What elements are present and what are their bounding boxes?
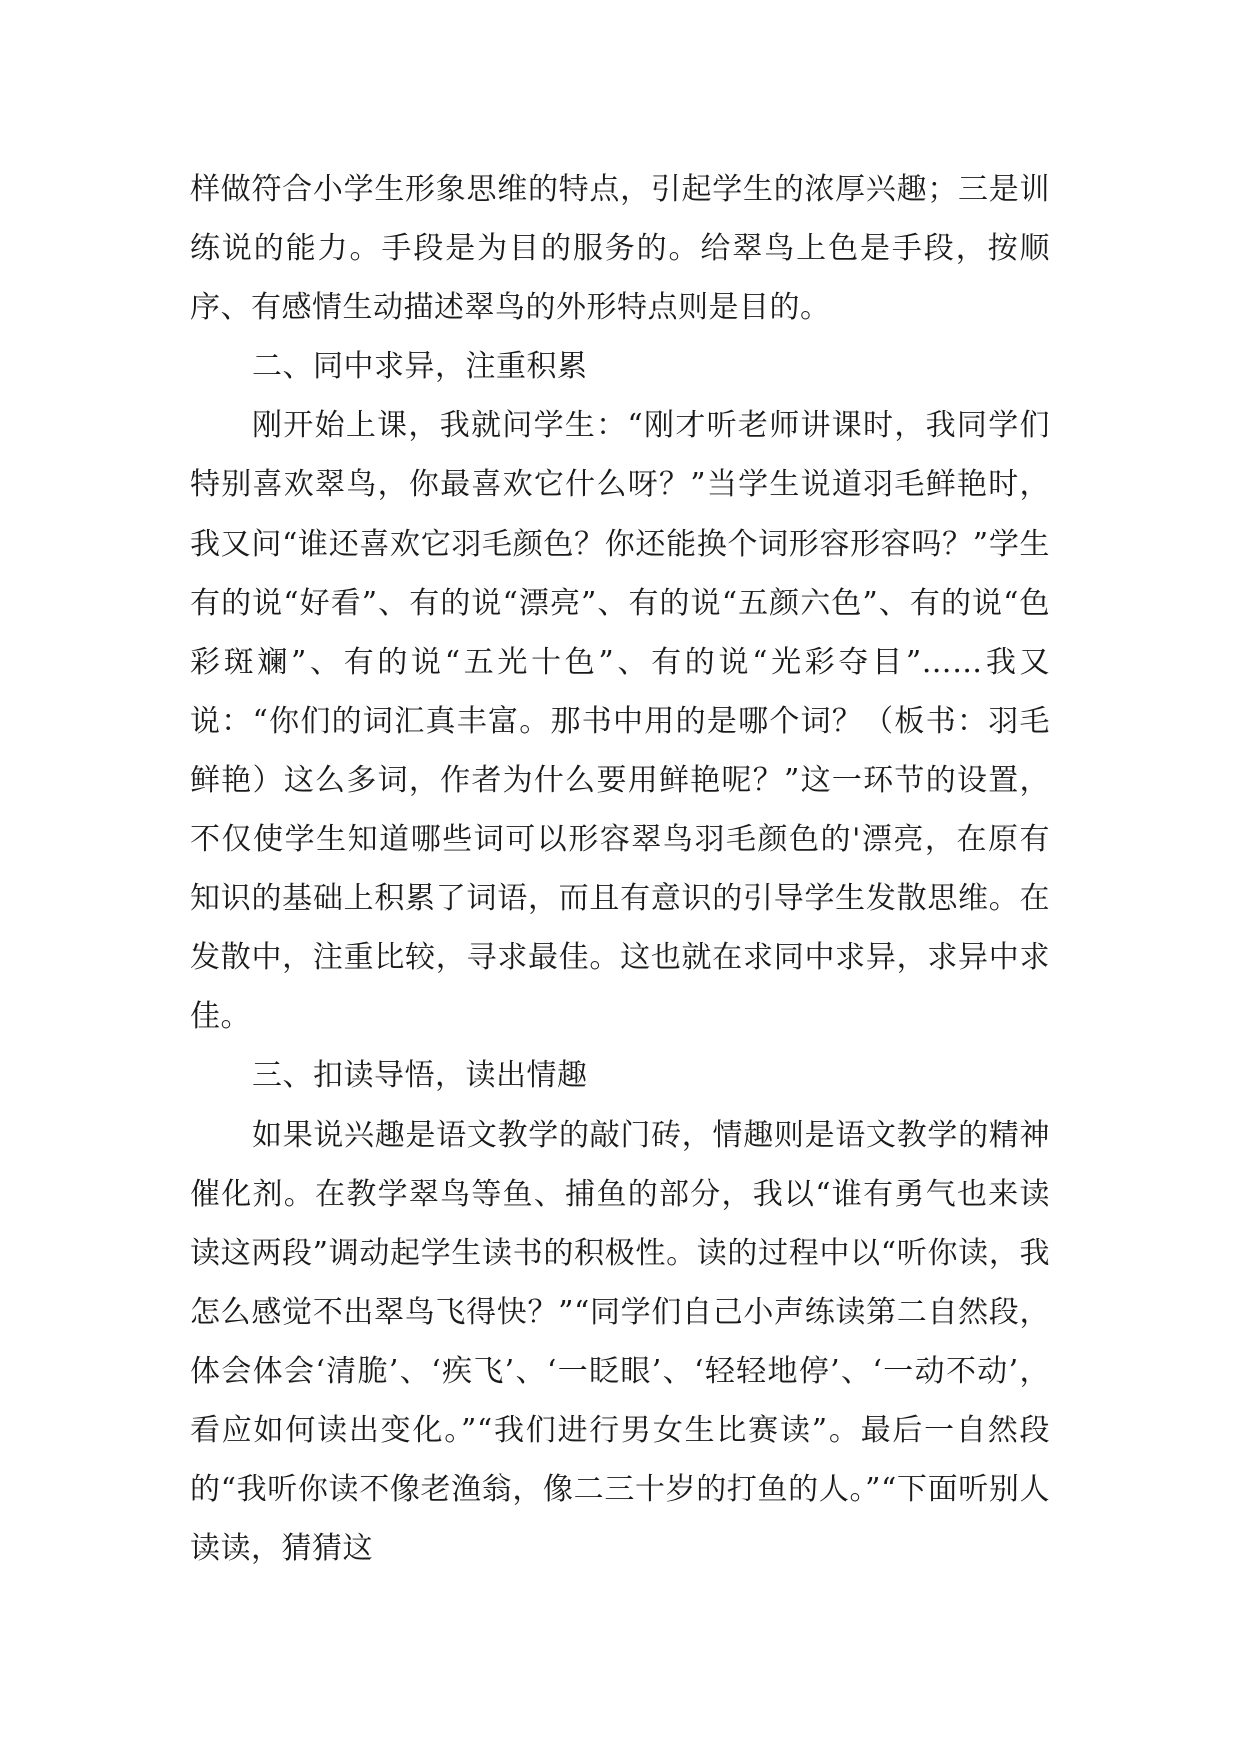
section-heading-3: 三、扣读导悟，读出情趣 <box>252 1058 588 1094</box>
paragraph-continuation: 样做符合小学生形象思维的特点，引起学生的浓厚兴趣；三是训练说的能力。手段是为目的服务的。给翠鸟上色是手段，按顺序、有感情生动描述翠鸟的外形特点则是目的。 <box>190 172 1050 326</box>
section-heading-2: 二、同中求异，注重积累 <box>252 349 588 385</box>
paragraph-section-2: 刚开始上课，我就问学生：“刚才听老师讲课时，我同学们特别喜欢翠鸟，你最喜欢它什么呀？”当学生说道羽毛鲜艳时，我又问“谁还喜欢它羽毛颜色？你还能换个词形容形容吗？”学生有的说“好看”、有的说“漂亮”、有的说“五颜六色”、有的说“色彩斑斓”、有的说“五光十色”、有的说“光彩夺目”……我又说：“你们的词汇真丰富。那书中用的是哪个词？（板书：羽毛鲜艳）这么多词，作者为什么要用鲜艳呢？”这一环节的设置，不仅使学生知道哪些词可以形容翠鸟羽毛颜色的'漂亮，在原有知识的基础上积累了词语，而且有意识的引导学生发散思维。在发散中，注重比较，寻求最佳。这也就在求同中求异，求异中求佳。 <box>190 408 1050 1035</box>
paragraph-section-3: 如果说兴趣是语文教学的敲门砖，情趣则是语文教学的精神催化剂。在教学翠鸟等鱼、捕鱼的部分，我以“谁有勇气也来读读这两段”调动起学生读书的积极性。读的过程中以“听你读，我怎么感觉不出翠鸟飞得快？”“同学们自己小声练读第二自然段，体会体会‘清脆’、‘疾飞’、‘一眨眼’、‘轻轻地停’、‘一动不动’，看应如何读出变化。”“我们进行男女生比赛读”。最后一自然段的“我听你读不像老渔翁，像二三十岁的打鱼的人。”“下面听别人读读，猜猜这 <box>190 1117 1050 1567</box>
document-body <box>190 160 1050 1578</box>
